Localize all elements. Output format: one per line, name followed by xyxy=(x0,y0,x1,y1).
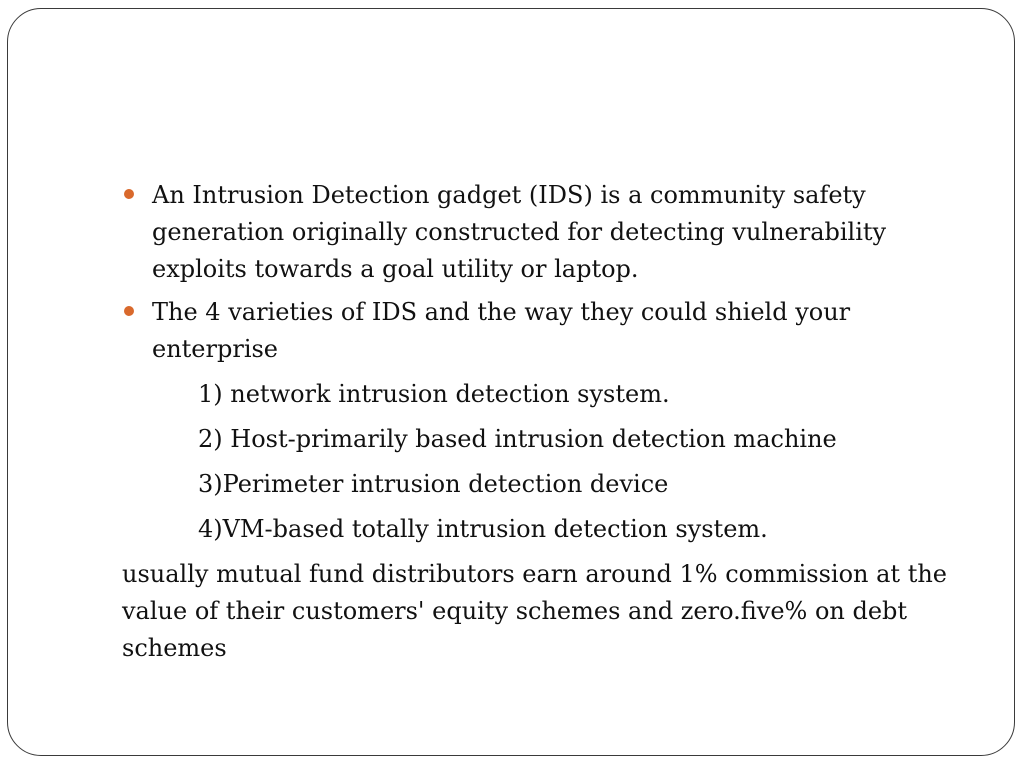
slide-content xyxy=(122,177,972,667)
bullet-dot-icon xyxy=(124,189,134,199)
bullet-item xyxy=(122,294,972,368)
bullet-item xyxy=(122,177,972,288)
list-item: 3)Perimeter intrusion detection device xyxy=(198,470,669,498)
bullet-dot-icon xyxy=(124,306,134,316)
list-item: 2) Host-primarily based intrusion detection machine xyxy=(198,425,837,453)
list-item: 4)VM-based totally intrusion detection system. xyxy=(198,515,768,543)
bullet-text: An Intrusion Detection gadget (IDS) is a community safety generation originally constructed for detecting vulnerability exploits towards a goal utility or laptop. xyxy=(152,181,887,283)
footer-paragraph: usually mutual fund distributors earn around 1% commission at the value of their customers' equity schemes and zero.five% on debt schemes xyxy=(122,560,947,662)
ids-types-list xyxy=(122,376,972,548)
slide-frame xyxy=(7,8,1015,756)
bullet-text: The 4 varieties of IDS and the way they could shield your enterprise xyxy=(152,298,851,363)
list-item: 1) network intrusion detection system. xyxy=(198,380,670,408)
